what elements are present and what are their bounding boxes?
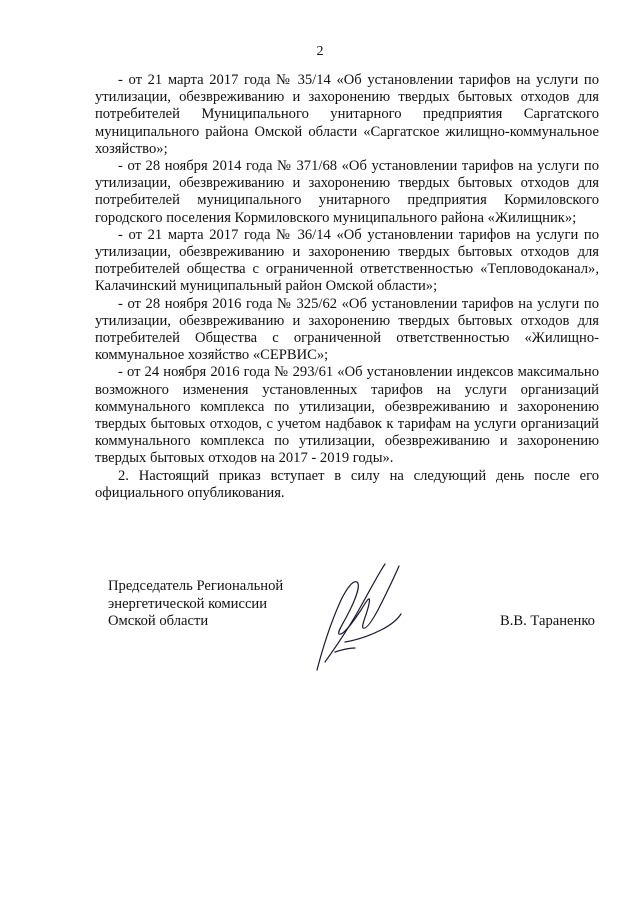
signatory-name: В.В. Тараненко <box>500 613 595 629</box>
handwritten-signature <box>305 552 415 677</box>
document-body <box>95 72 599 502</box>
list-item: - от 21 марта 2017 года № 36/14 «Об установлении тарифов на услуги по утилизации, обезвреживанию и захоронению твердых бытовых отходов для потребителей общества с ограниченной ответственностью «Тепловодоканал», Калачинский муниципальный район Омской области»; <box>95 226 599 295</box>
list-item: - от 28 ноября 2016 года № 325/62 «Об установлении тарифов на услуги по утилизации, обезвреживанию и захоронению твердых бытовых отходов для потребителей Общества с ограниченной ответственностью «Жилищно-коммунальное хозяйство «СЕРВИС»; <box>95 295 599 364</box>
signatory-title-line: Омской области <box>108 613 209 629</box>
effective-date-paragraph: 2. Настоящий приказ вступает в силу на следующий день после его официального опубликования. <box>95 467 599 501</box>
signatory-title-line: энергетической комиссии <box>108 595 268 612</box>
page-number: 2 <box>316 44 324 59</box>
list-item: - от 24 ноября 2016 года № 293/61 «Об установлении индексов максимально возможного изменения установленных тарифов на услуги организаций коммунального комплекса по утилизации, обезвреживанию и захоронению твердых бытовых отходов, с учетом надбавок к тарифам на услуги организаций коммунального комплекса по утилизации, обезвреживанию и захоронению твердых бытовых отходов на 2017 - 2019 годы». <box>95 364 599 467</box>
list-item: - от 28 ноября 2014 года № 371/68 «Об установлении тарифов на услуги по утилизации, обезвреживанию и захоронению твердых бытовых отходов для потребителей муниципального унитарного предприятия Кормиловского городского поселения Кормиловского муниципального района «Жилищник»; <box>95 158 599 226</box>
signatory-title <box>108 578 338 631</box>
list-item: - от 21 марта 2017 года № 35/14 «Об установлении тарифов на услуги по утилизации, обезвреживанию и захоронению твердых бытовых отходов для потребителей Муниципального унитарного предприятия Саргатского муниципального района Омской области «Саргатское жилищно-коммунальное хозяйство»; <box>95 72 599 157</box>
signatory-title-line: Председатель Региональной <box>108 578 284 594</box>
